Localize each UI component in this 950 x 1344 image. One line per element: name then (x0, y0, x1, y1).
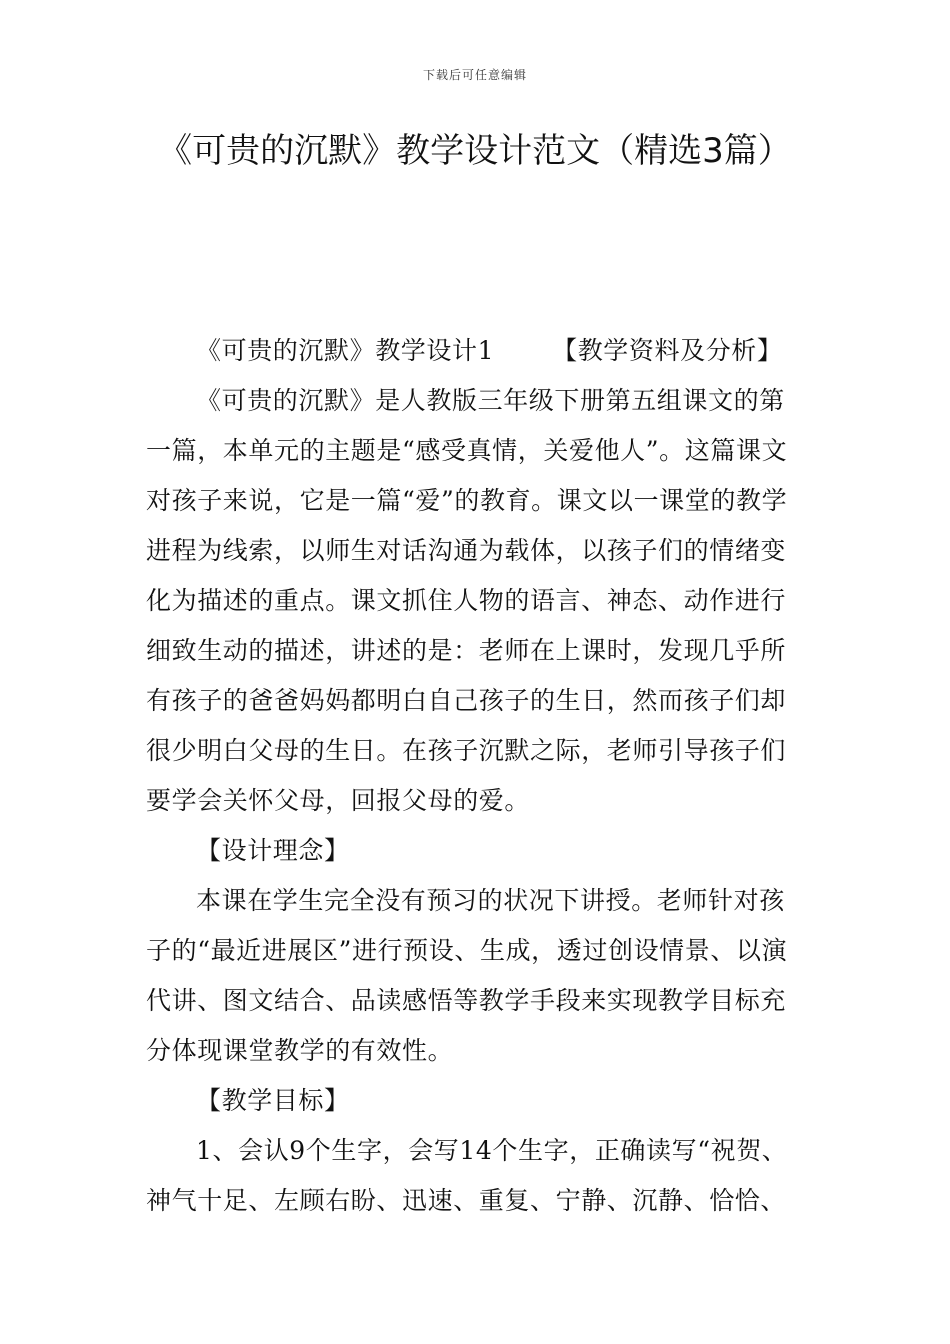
materials-paragraph: 《可贵的沉默》是人教版三年级下册第五组课文的第一篇，本单元的主题是“感受真情，关爱他人”。这篇课文对孩子来说，它是一篇“爱”的教育。课文以一课堂的教学进程为线索，以师生对话沟通为载体，以孩子们的情绪变化为描述的重点。课文抓住人物的语言、神态、动作进行细致生动的描述，讲述的是：老师在上课时，发现几乎所有孩子的爸爸妈妈都明白自己孩子的生日，然而孩子们却很少明白父母的生日。在孩子沉默之际，老师引导孩子们要学会关怀父母，回报父母的爱。 (146, 386, 788, 815)
document-body (146, 326, 808, 1226)
concept-heading: 【设计理念】 (196, 836, 350, 865)
document-title: 《可贵的沉默》教学设计范文（精选3篇） (158, 131, 792, 171)
design-title-line (146, 326, 808, 376)
design-title: 《可贵的沉默》教学设计1 (196, 336, 495, 365)
goals-heading: 【教学目标】 (196, 1086, 350, 1115)
goal-item-1: 1、会认9个生字，会写14个生字，正确读写“祝贺、神气十足、左顾右盼、迅速、重复、宁静、沉静、恰恰、 (146, 1136, 788, 1215)
header-note: 下载后可任意编辑 (422, 68, 527, 82)
materials-heading: 【教学资料及分析】 (552, 336, 783, 365)
concept-paragraph: 本课在学生完全没有预习的状况下讲授。老师针对孩子的“最近进展区”进行预设、生成，透过创设情景、以演代讲、图文结合、品读感悟等教学手段来实现教学目标充分体现课堂教学的有效性。 (146, 886, 788, 1065)
